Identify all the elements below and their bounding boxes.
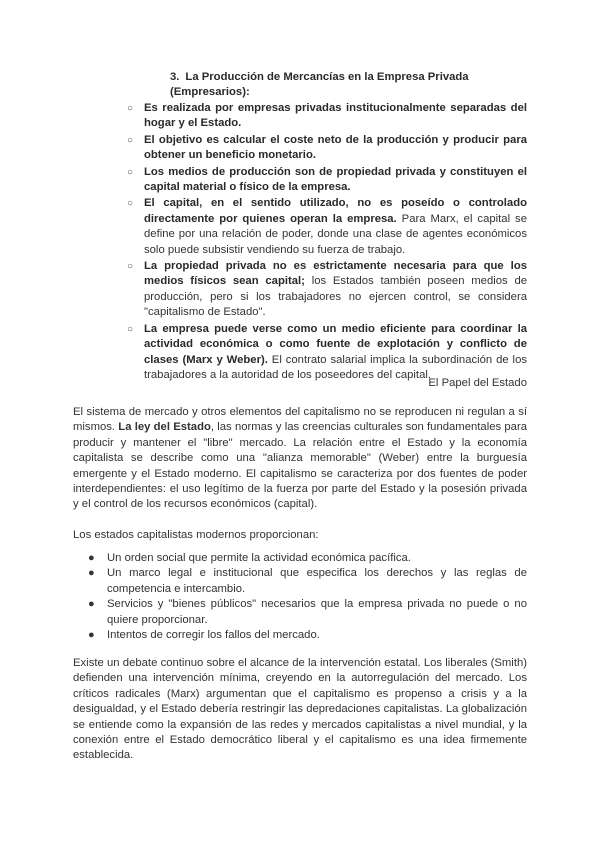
circle-bullet-icon: ○	[127, 103, 134, 114]
enterprise-list	[127, 101, 527, 384]
list-item	[127, 165, 527, 196]
item-text: Un orden social que permite la actividad económica pacífica.	[107, 552, 411, 564]
circle-bullet-icon: ○	[127, 261, 134, 273]
section-number: 3.	[170, 71, 180, 83]
paragraph-bold-text: La ley del Estado	[118, 421, 211, 434]
paragraph-states-provide: Los estados capitalistas modernos proporcionan:	[73, 529, 319, 541]
list-item	[88, 628, 527, 643]
item-bold-text: El capital, en el sentido utilizado, no es poseído o controlado directamente por quienes operan la empresa.	[144, 197, 527, 225]
circle-bullet-icon: ○	[127, 166, 134, 178]
paragraph-state-role	[73, 405, 527, 513]
item-text: Intentos de corregir los fallos del mercado.	[107, 629, 320, 642]
circle-bullet-icon: ○	[127, 323, 134, 335]
paragraph-text: , las normas y las creencias culturales son fundamentales para producir y mantener el "libre" mercado. La relación entre el Estado y la economía capitalista se describe como una "alianza memorable" (Weber) entre la burguesía emergente y el Estado moderno. El capitalismo se caracteriza por dos fuentes de poder interdependientes: el uso legítimo de la fuerza por parte del Estado y la posesión privada y el control de los recursos económicos (capital).	[73, 421, 527, 511]
list-item	[88, 551, 527, 566]
item-bold-text: Es realizada por empresas privadas institucionalmente separadas del hogar y el Estado.	[144, 102, 527, 130]
list-item	[127, 101, 527, 132]
circle-bullet-icon: ○	[127, 198, 134, 210]
item-text: Un marco legal e institucional que especifica los derechos y las reglas de competencia e intercambio.	[107, 567, 527, 595]
list-item	[127, 133, 527, 164]
dot-bullet-icon: ●	[88, 629, 95, 642]
item-text: los Estados también poseen medios de producción, pero si los trabajadores no ejercen control, se considera "capitalismo de Estado".	[144, 275, 528, 319]
list-item	[127, 196, 527, 258]
item-text: Servicios y "bienes públicos" necesarios que la empresa privada no puede o no quiere proporcionar.	[107, 598, 527, 626]
paragraph-text: El sistema de mercado y otros elementos del capitalismo no se reproducen ni regulan a sí mismos.	[73, 406, 527, 434]
item-bold-text: La empresa puede verse como un medio eficiente para coordinar la actividad económica o como fuente de explotación y conflicto de clases (Marx y Weber).	[144, 322, 527, 366]
item-text: Para Marx, el capital se define por una relación de poder, donde una clase de agentes económicos solo puede subsistir vendiendo su fuerza de trabajo.	[144, 212, 527, 256]
section-title: La Producción de Mercancías en la Empresa Privada (Empresarios):	[170, 71, 469, 99]
state-section-title: El Papel del Estado	[428, 377, 527, 389]
paragraph-debate: Existe un debate continuo sobre el alcance de la intervención estatal. Los liberales (Smith) defienden una intervención mínima, creyendo en la autorregulación del mercado. Los críticos radicales (Marx) argumentan que el capitalismo es propenso a crisis y a la desigualdad, y el Estado debería restringir las depredaciones capitalistas. La globalización se entiende como la expansión de las redes y mercados capitalistas a nivel mundial, y la conexión entre el Estado democrático liberal y el capitalismo es una idea firmemente establecida.	[73, 657, 527, 762]
dot-bullet-icon: ●	[88, 567, 95, 580]
list-item	[88, 597, 527, 628]
list-item	[127, 259, 527, 321]
item-bold-text: Los medios de producción son de propiedad privada y constituyen el capital material o físico de la empresa.	[144, 165, 527, 194]
item-bold-text: La propiedad privada no es estrictamente necesaria para que los medios físicos sean capital;	[144, 260, 527, 288]
list-item	[127, 322, 527, 384]
dot-bullet-icon: ●	[88, 598, 95, 611]
state-provisions-list	[88, 551, 527, 643]
item-bold-text: El objetivo es calcular el coste neto de la producción y producir para obtener un beneficio monetario.	[144, 133, 527, 162]
dot-bullet-icon: ●	[88, 552, 95, 564]
circle-bullet-icon: ○	[127, 134, 134, 146]
section-heading	[170, 70, 540, 101]
list-item	[88, 566, 527, 597]
item-text: El contrato salarial implica la subordinación de los trabajadores a la autoridad de los poseedores del capital.	[144, 353, 528, 381]
